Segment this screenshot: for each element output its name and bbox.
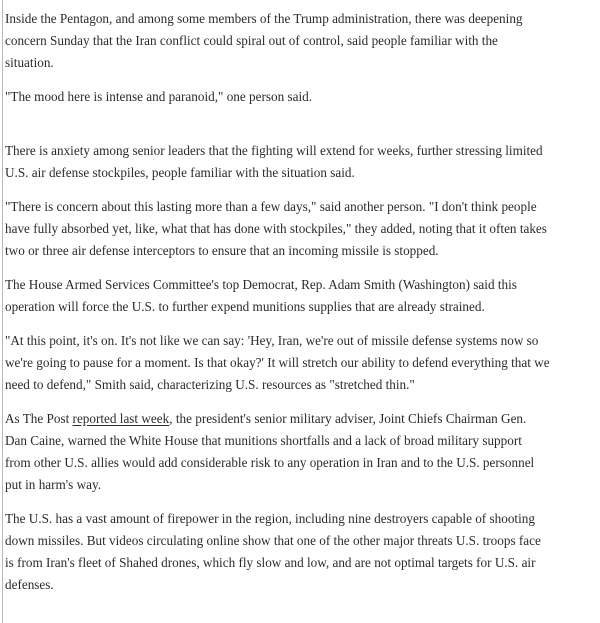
paragraph-line: down missiles. But videos circulating online show that one of the other major threats U.S. troops face [5, 533, 541, 548]
left-border-line [2, 0, 3, 623]
paragraph-line: we're going to pause for a moment. Is that okay?' It will stretch our ability to defend everything that we [5, 355, 550, 370]
paragraph-line: put in harm's way. [5, 477, 102, 492]
paragraph-6 [5, 330, 590, 396]
paragraph-line: There is anxiety among senior leaders that the fighting will extend for weeks, further stressing limited [5, 143, 543, 158]
paragraph-line: defenses. [5, 577, 54, 592]
paragraph-line: situation. [5, 55, 54, 70]
paragraph-4 [5, 196, 590, 262]
paragraph-line: need to defend," Smith said, characterizing U.S. resources as "stretched thin." [5, 377, 415, 392]
paragraph-line: Dan Caine, warned the White House that munitions shortfalls and a lack of broad military support [5, 433, 522, 448]
reported-last-week-link[interactable]: reported last week [72, 411, 170, 426]
paragraph-7 [5, 408, 590, 496]
paragraph-line: "The mood here is intense and paranoid," one person said. [5, 89, 313, 104]
paragraph-2 [5, 86, 590, 108]
line-suffix: , the president's senior military adviser, Joint Chiefs Chairman Gen. [169, 411, 527, 426]
paragraph-line: is from Iran's fleet of Shahed drones, which fly slow and low, and are not optimal targets for U.S. air [5, 555, 536, 570]
article-body [5, 8, 590, 596]
paragraph-line: from other U.S. allies would add considerable risk to any operation in Iran and to the U.S. personnel [5, 455, 535, 470]
paragraph-line: U.S. air defense stockpiles, people familiar with the situation said. [5, 165, 355, 180]
paragraph-line: The House Armed Services Committee's top Democrat, Rep. Adam Smith (Washington) said this [5, 277, 517, 292]
paragraph-line: concern Sunday that the Iran conflict could spiral out of control, said people familiar with the [5, 33, 498, 48]
paragraph-1 [5, 8, 590, 74]
paragraph-3 [5, 140, 590, 184]
line-prefix: As The Post [5, 411, 73, 426]
paragraph-line [5, 408, 590, 430]
paragraph-line: "At this point, it's on. It's not like we can say: 'Hey, Iran, we're out of missile defense systems now so [5, 333, 539, 348]
paragraph-line: operation will force the U.S. to further expend munitions supplies that are already strained. [5, 299, 485, 314]
paragraph-line: have fully absorbed yet, like, what that has done with stockpiles," they added, noting that it often takes [5, 221, 547, 236]
paragraph-line: Inside the Pentagon, and among some members of the Trump administration, there was deepening [5, 11, 523, 26]
paragraph-line: The U.S. has a vast amount of firepower in the region, including nine destroyers capable of shooting [5, 511, 535, 526]
paragraph-line: "There is concern about this lasting more than a few days," said another person. "I don't think people [5, 199, 537, 214]
paragraph-5 [5, 274, 590, 318]
paragraph-8 [5, 508, 590, 596]
paragraph-line: two or three air defense interceptors to ensure that an incoming missile is stopped. [5, 243, 439, 258]
